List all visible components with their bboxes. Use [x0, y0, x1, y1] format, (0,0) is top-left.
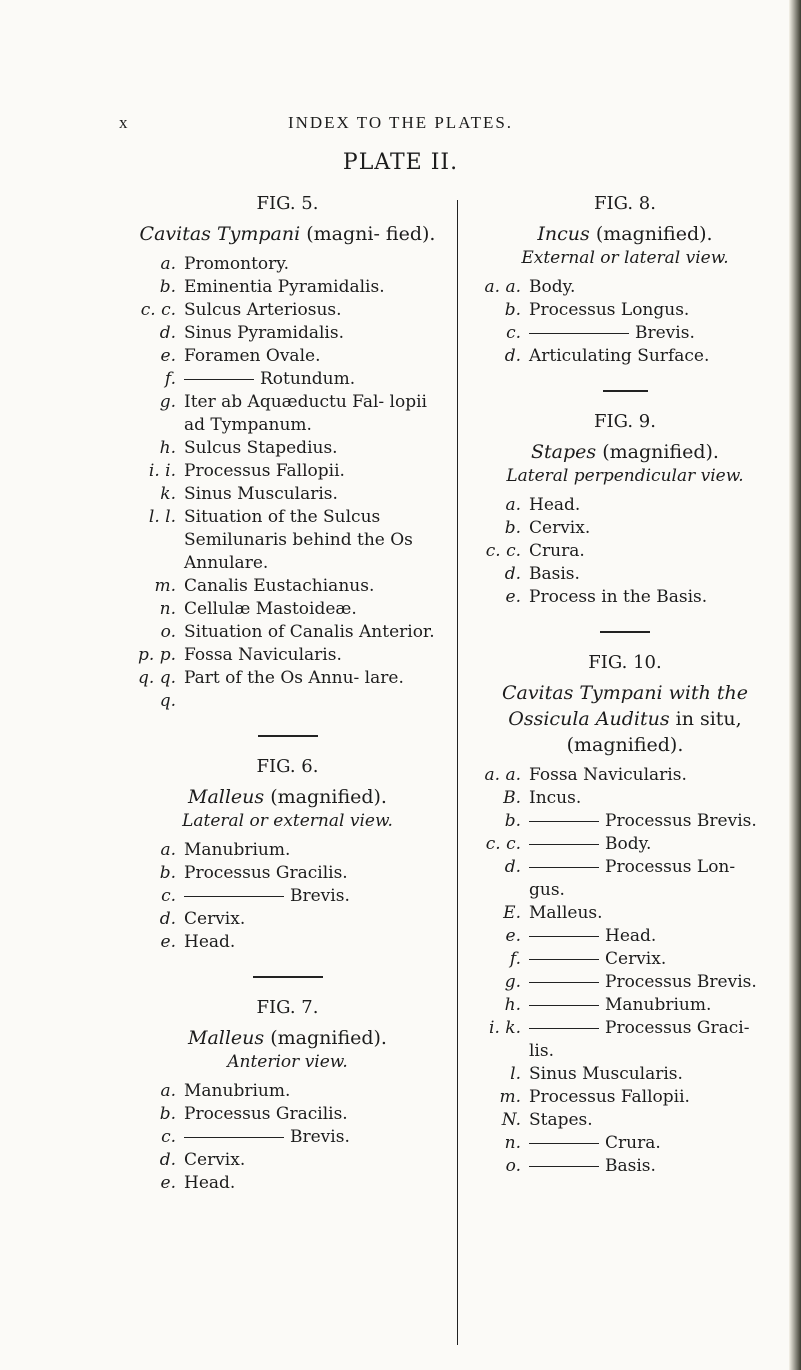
- entry-text: Head.: [605, 926, 657, 946]
- index-entry: [475, 810, 775, 833]
- entry-letter: c. c.: [485, 834, 521, 854]
- entry-text: Sinus Pyramidalis.: [184, 323, 344, 343]
- index-entry: [130, 1126, 445, 1149]
- entry-letter: h.: [504, 995, 521, 1015]
- entry-text: Sulcus Stapedius.: [184, 438, 338, 458]
- entry-letter: c.: [161, 1127, 176, 1147]
- fig-6-entries: [130, 839, 445, 954]
- index-entry: [475, 494, 775, 517]
- left-column: [130, 192, 445, 1195]
- ditto-dash: [184, 896, 284, 898]
- plate-title: PLATE II.: [342, 150, 459, 175]
- entry-text: Cellulæ Mastoideæ.: [184, 599, 357, 619]
- index-entry: [475, 322, 775, 345]
- ditto-dash: [529, 982, 599, 984]
- column-divider: [457, 200, 458, 1345]
- fig-10-heading: FIG. 10.: [588, 652, 662, 673]
- index-entry: [475, 1109, 775, 1132]
- entry-text: Manubrium.: [605, 995, 712, 1015]
- index-entry: [130, 598, 445, 621]
- entry-text: Eminentia Pyramidalis.: [184, 277, 385, 297]
- entry-text: Crura.: [605, 1133, 661, 1153]
- right-column: [475, 192, 775, 1178]
- index-entry: [130, 862, 445, 885]
- index-entry: [130, 1103, 445, 1126]
- section-rule: [258, 735, 318, 737]
- entry-text: Cervix.: [605, 949, 667, 969]
- index-entry: [130, 931, 445, 954]
- section-rule: [600, 631, 650, 633]
- fig-10-title: [475, 680, 775, 758]
- fig-10-title-italic: Cavitas Tympani with the Ossicula Auditus: [501, 682, 749, 730]
- entry-text: Sinus Muscularis.: [529, 1064, 683, 1084]
- index-entry: [475, 517, 775, 540]
- ditto-dash: [529, 867, 599, 869]
- index-entry: [475, 540, 775, 563]
- entry-letter: q. q. q.: [138, 668, 176, 711]
- ditto-dash: [529, 1166, 599, 1168]
- fig-8-title: [475, 221, 775, 247]
- entry-letter: g.: [504, 972, 521, 992]
- entry-text: Manubrium.: [184, 840, 291, 860]
- entry-letter: d.: [504, 857, 521, 877]
- index-entry: [130, 667, 445, 713]
- entry-letter: c.: [506, 323, 521, 343]
- index-entry: [130, 345, 445, 368]
- entry-text: Brevis.: [635, 323, 695, 343]
- fig-10-title-rest: in situ, (magnified).: [566, 708, 742, 756]
- fig-8-heading: FIG. 8.: [594, 193, 656, 214]
- ditto-dash: [529, 1028, 599, 1030]
- entry-letter: g.: [159, 392, 176, 412]
- entry-text: Cervix.: [529, 518, 591, 538]
- index-entry: [475, 902, 775, 925]
- index-entry: [475, 1017, 775, 1063]
- index-entry: [130, 839, 445, 862]
- fig-6-view: Lateral or external view.: [182, 811, 393, 831]
- entry-letter: a.: [160, 840, 176, 860]
- entry-letter: o.: [505, 1156, 521, 1176]
- fig-5-title-italic: Cavitas Tympani: [139, 223, 301, 245]
- entry-letter: h.: [159, 438, 176, 458]
- entry-letter: d.: [159, 323, 176, 343]
- index-entry: [475, 563, 775, 586]
- entry-letter: N.: [501, 1110, 521, 1130]
- fig-8-title-rest: (magnified).: [589, 223, 713, 245]
- index-entry: [130, 368, 445, 391]
- entry-letter: d.: [159, 1150, 176, 1170]
- entry-text: Situation of the Sulcus Semilunaris behind the Os Annulare.: [184, 507, 413, 573]
- entry-letter: n.: [159, 599, 176, 619]
- entry-text: Processus Gracilis.: [184, 1104, 348, 1124]
- fig-7-title: [130, 1025, 445, 1051]
- entry-letter: b.: [159, 863, 176, 883]
- entry-letter: f.: [164, 369, 176, 389]
- entry-text: Head.: [184, 1173, 236, 1193]
- fig-7-title-rest: (magnified).: [264, 1027, 387, 1049]
- fig-7-entries: [130, 1080, 445, 1195]
- index-entry: [130, 506, 445, 575]
- index-entry: [475, 994, 775, 1017]
- fig-7-view: Anterior view.: [227, 1052, 348, 1072]
- index-entry: [130, 885, 445, 908]
- entry-text: Process in the Basis.: [529, 587, 708, 607]
- fig-10-entries: [475, 764, 775, 1178]
- fig-9-heading: FIG. 9.: [594, 411, 656, 432]
- index-entry: [130, 460, 445, 483]
- entry-text: Processus Fallopii.: [184, 461, 345, 481]
- index-entry: [130, 621, 445, 644]
- entry-text: Fossa Navicularis.: [529, 765, 687, 785]
- index-entry: [475, 1063, 775, 1086]
- entry-letter: b.: [504, 811, 521, 831]
- index-entry: [130, 437, 445, 460]
- entry-letter: d.: [159, 909, 176, 929]
- entry-letter: a.: [160, 254, 176, 274]
- page-number: x: [119, 113, 130, 132]
- fig-8-entries: [475, 276, 775, 368]
- entry-letter: a. a.: [484, 277, 521, 297]
- index-entry: [130, 575, 445, 598]
- fig-6-heading: FIG. 6.: [256, 756, 319, 777]
- index-entry: [475, 586, 775, 609]
- ditto-dash: [529, 959, 599, 961]
- entry-letter: d.: [504, 564, 521, 584]
- running-title: INDEX TO THE PLATES.: [287, 113, 514, 132]
- ditto-dash: [529, 936, 599, 938]
- entry-text: Incus.: [529, 788, 582, 808]
- index-entry: [130, 276, 445, 299]
- section-rule: [253, 976, 323, 978]
- fig-5-heading: FIG. 5.: [256, 193, 319, 214]
- fig-7-heading: FIG. 7.: [256, 997, 319, 1018]
- entry-text: Processus Longus.: [529, 300, 690, 320]
- entry-text: Head.: [184, 932, 236, 952]
- entry-text: Processus Fallopii.: [529, 1087, 690, 1107]
- index-entry: [130, 253, 445, 276]
- entry-letter: o.: [160, 622, 176, 642]
- fig-9-title-rest: (magnified).: [596, 441, 719, 463]
- ditto-dash: [529, 844, 599, 846]
- entry-letter: e.: [505, 587, 521, 607]
- entry-text: Stapes.: [529, 1110, 593, 1130]
- entry-text: Cervix.: [184, 909, 246, 929]
- entry-text: Processus Brevis.: [605, 972, 757, 992]
- entry-letter: i. k.: [489, 1018, 521, 1038]
- index-entry: [130, 299, 445, 322]
- entry-letter: m.: [154, 576, 176, 596]
- entry-letter: l.: [510, 1064, 521, 1084]
- entry-letter: e.: [160, 1173, 176, 1193]
- fig-8-title-italic: Incus: [537, 223, 590, 245]
- index-entry: [130, 1080, 445, 1103]
- fig-9-entries: [475, 494, 775, 609]
- fig-9-title-italic: Stapes: [531, 441, 597, 463]
- index-entry: [475, 925, 775, 948]
- entry-text: Part of the Os Annu- lare.: [184, 668, 404, 688]
- entry-text: Malleus.: [529, 903, 603, 923]
- index-entry: [475, 276, 775, 299]
- index-entry: [475, 299, 775, 322]
- entry-letter: b.: [159, 277, 176, 297]
- entry-letter: f.: [509, 949, 521, 969]
- entry-letter: c. c.: [140, 300, 176, 320]
- entry-letter: e.: [505, 926, 521, 946]
- index-entry: [475, 971, 775, 994]
- entry-letter: E.: [503, 903, 521, 923]
- entry-text: Iter ab Aquæductu Fal- lopii ad Tympanum.: [184, 392, 427, 435]
- index-entry: [130, 1172, 445, 1195]
- index-entry: [475, 948, 775, 971]
- entry-letter: k.: [160, 484, 176, 504]
- entry-text: Sulcus Arteriosus.: [184, 300, 342, 320]
- entry-letter: e.: [160, 346, 176, 366]
- index-entry: [475, 764, 775, 787]
- entry-text: Rotundum.: [260, 369, 356, 389]
- entry-letter: c.: [161, 886, 176, 906]
- index-entry: [475, 345, 775, 368]
- index-entry: [475, 1086, 775, 1109]
- entry-text: Promontory.: [184, 254, 290, 274]
- entry-text: Foramen Ovale.: [184, 346, 321, 366]
- entry-letter: b.: [504, 300, 521, 320]
- entry-text: Processus Brevis.: [605, 811, 757, 831]
- entry-letter: e.: [160, 932, 176, 952]
- entry-letter: b.: [504, 518, 521, 538]
- entry-letter: m.: [499, 1087, 521, 1107]
- entry-text: Processus Gracilis.: [184, 863, 348, 883]
- entry-text: Head.: [529, 495, 581, 515]
- index-entry: [130, 644, 445, 667]
- fig-9-view: Lateral perpendicular view.: [506, 466, 744, 486]
- ditto-dash: [529, 1005, 599, 1007]
- fig-5-entries: [130, 253, 445, 713]
- index-entry: [475, 1155, 775, 1178]
- entry-letter: a.: [505, 495, 521, 515]
- ditto-dash: [184, 379, 254, 381]
- entry-letter: a. a.: [484, 765, 521, 785]
- ditto-dash: [529, 333, 629, 335]
- entry-text: Canalis Eustachianus.: [184, 576, 375, 596]
- section-rule: [603, 390, 648, 392]
- entry-text: Articulating Surface.: [529, 346, 710, 366]
- entry-text: Brevis.: [290, 886, 350, 906]
- entry-text: Basis.: [529, 564, 580, 584]
- entry-text: Fossa Navicularis.: [184, 645, 342, 665]
- entry-text: Processus Lon- gus.: [529, 857, 736, 900]
- ditto-dash: [184, 1137, 284, 1139]
- entry-letter: a.: [160, 1081, 176, 1101]
- index-entry: [130, 483, 445, 506]
- entry-text: Manubrium.: [184, 1081, 291, 1101]
- ditto-dash: [529, 821, 599, 823]
- index-entry: [475, 787, 775, 810]
- fig-8-view: External or lateral view.: [521, 248, 729, 268]
- ditto-dash: [529, 1143, 599, 1145]
- index-entry: [130, 1149, 445, 1172]
- entry-text: Brevis.: [290, 1127, 350, 1147]
- fig-9-title: [475, 439, 775, 465]
- entry-letter: i. i.: [148, 461, 176, 481]
- entry-letter: p. p.: [138, 645, 176, 665]
- fig-5-title: [130, 221, 445, 247]
- fig-5-title-rest: (magni- fied).: [300, 223, 436, 245]
- entry-text: Sinus Muscularis.: [184, 484, 338, 504]
- entry-text: Body.: [529, 277, 576, 297]
- entry-letter: d.: [504, 346, 521, 366]
- fig-6-title-rest: (magnified).: [264, 786, 387, 808]
- index-entry: [475, 856, 775, 902]
- entry-letter: b.: [159, 1104, 176, 1124]
- entry-text: Cervix.: [184, 1150, 246, 1170]
- page-edge-shadow: [789, 0, 801, 1370]
- entry-text: Crura.: [529, 541, 585, 561]
- running-head: [0, 113, 801, 137]
- entry-text: Body.: [605, 834, 652, 854]
- index-entry: [475, 1132, 775, 1155]
- fig-6-title-italic: Malleus: [188, 786, 265, 808]
- entry-letter: c. c.: [485, 541, 521, 561]
- index-entry: [130, 391, 445, 437]
- entry-text: Processus Graci- lis.: [529, 1018, 750, 1061]
- index-entry: [475, 833, 775, 856]
- entry-text: Basis.: [605, 1156, 656, 1176]
- entry-letter: n.: [504, 1133, 521, 1153]
- index-entry: [130, 908, 445, 931]
- fig-7-title-italic: Malleus: [188, 1027, 265, 1049]
- entry-letter: B.: [503, 788, 521, 808]
- entry-text: Situation of Canalis Anterior.: [184, 622, 435, 642]
- fig-6-title: [130, 784, 445, 810]
- entry-letter: l. l.: [148, 507, 176, 527]
- index-entry: [130, 322, 445, 345]
